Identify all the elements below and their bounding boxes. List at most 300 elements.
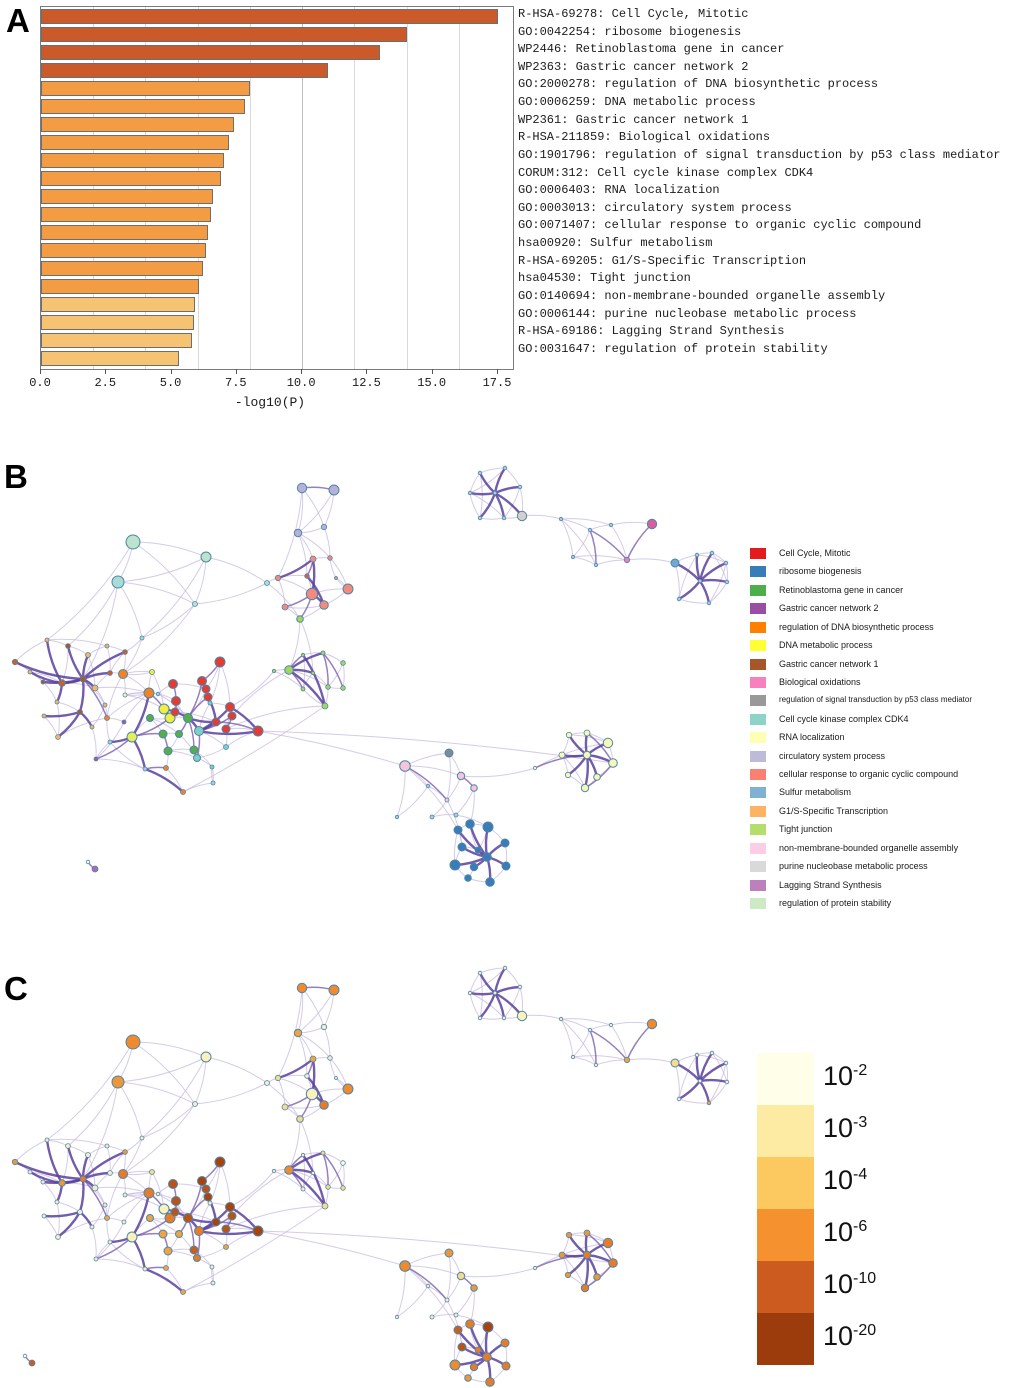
network-edge (397, 1266, 405, 1317)
network-node (169, 1180, 178, 1189)
network-edge (298, 488, 303, 533)
network-node (501, 1339, 509, 1347)
network-node (502, 516, 506, 520)
network-node (78, 1210, 83, 1215)
network-edge (480, 1018, 504, 1019)
legend-label: circulatory system process (779, 750, 886, 761)
network-edge (709, 1063, 726, 1103)
network-node (450, 860, 460, 870)
legend-label: G1/S-Specific Transcription (779, 805, 889, 816)
network-node (159, 704, 169, 714)
network-edge (118, 1057, 206, 1082)
network-node (517, 1011, 526, 1020)
network-node (123, 693, 127, 697)
network-edge (43, 682, 57, 702)
network-node (426, 1284, 430, 1288)
network-node (127, 1232, 137, 1242)
network-edge (145, 767, 166, 769)
legend-swatch (750, 861, 766, 872)
network-node (59, 1180, 66, 1187)
network-node (466, 1320, 475, 1329)
network-edge (303, 655, 325, 706)
network-edge (611, 1022, 652, 1025)
network-node (156, 1192, 160, 1196)
network-node (190, 1246, 198, 1254)
network-edge (47, 639, 107, 646)
network-edge (596, 1060, 627, 1065)
network-edge (133, 542, 195, 604)
colorbar-block (757, 1053, 814, 1105)
network-edge (302, 488, 324, 527)
network-edge (258, 1231, 613, 1263)
network-node (400, 761, 411, 772)
network-node (311, 1171, 314, 1174)
network-node (677, 1097, 681, 1101)
network-node (395, 1315, 398, 1318)
term-label: GO:0006403: RNA localization (518, 183, 720, 198)
network-edge (107, 1146, 125, 1152)
tick-label: 12.5 (352, 376, 381, 390)
network-node (310, 556, 316, 562)
tick-label: 10.0 (286, 376, 316, 390)
network-node (228, 1212, 236, 1220)
network-node (272, 1169, 275, 1172)
network-edge (447, 1253, 450, 1300)
network-node (297, 983, 306, 992)
network-edge (470, 493, 495, 494)
network-node (172, 697, 181, 706)
network-edge (596, 560, 627, 565)
network-node (301, 1153, 304, 1156)
network-node (202, 1185, 210, 1193)
network-edge (47, 1140, 68, 1146)
network-edge (57, 1202, 59, 1237)
network-node (171, 1208, 179, 1216)
network-node (445, 749, 453, 757)
legend-label: cellular response to organic cyclic compound (779, 769, 959, 780)
network-node (42, 714, 46, 718)
tick-label: 2.5 (94, 376, 117, 390)
network-node (164, 1266, 169, 1271)
network-edge (470, 493, 480, 518)
colorbar-block (757, 1209, 814, 1261)
network-node (609, 523, 612, 526)
network-node (320, 601, 329, 610)
network-node (215, 1157, 225, 1167)
network-node (400, 1261, 411, 1272)
network-node (208, 701, 212, 705)
network-node (105, 1144, 109, 1148)
network-node (471, 785, 478, 792)
network-edge (206, 1057, 267, 1083)
term-label: R-HSA-211859: Biological oxidations (518, 130, 771, 145)
legend-label: regulation of protein stability (779, 897, 892, 908)
network-edge (397, 766, 405, 817)
network-edge (627, 559, 675, 563)
network-node (181, 1290, 186, 1295)
network-node (559, 517, 562, 520)
network-node (341, 1161, 346, 1166)
network-node (275, 575, 280, 580)
network-node (122, 1220, 126, 1224)
network-node (486, 1378, 495, 1387)
network-node (181, 790, 186, 795)
network-node (201, 552, 211, 562)
network-edge (110, 1242, 145, 1269)
network-node (228, 712, 236, 720)
network-node (164, 1247, 172, 1255)
network-edge (470, 993, 504, 1018)
network-node (457, 1272, 464, 1279)
network-node (671, 1059, 679, 1067)
network-edge (123, 1104, 195, 1174)
network-node (468, 491, 472, 495)
legend-swatch (750, 640, 766, 651)
network-node (105, 1216, 110, 1221)
network-node (176, 731, 183, 738)
network-edge (679, 581, 700, 599)
network-node (86, 860, 90, 864)
network-node (588, 528, 591, 531)
network-node (108, 671, 113, 676)
network-node (341, 686, 346, 691)
network-node (222, 1225, 230, 1233)
network-node (326, 685, 331, 690)
network-edge (302, 988, 324, 1027)
colorbar-label: $10^{-3}$ (823, 1113, 868, 1143)
legend-label: Biological oxidations (779, 676, 861, 687)
network-node (566, 732, 571, 737)
legend-label: Cell Cycle, Mitotic (779, 548, 851, 558)
network-node (55, 700, 59, 704)
network-node (126, 1035, 140, 1049)
network-node (609, 1259, 618, 1268)
legend-label: Tight junction (779, 824, 833, 835)
network-node (647, 519, 656, 528)
network-node (215, 657, 225, 667)
network-node (483, 853, 492, 862)
network-edge (44, 712, 80, 716)
network-node (285, 666, 294, 675)
network-node (275, 1075, 280, 1080)
network-edge (480, 518, 504, 519)
network-edge (195, 1057, 206, 1104)
network-edge (522, 515, 561, 519)
network-node (272, 669, 275, 672)
network-edge (456, 1288, 474, 1315)
network-edge (43, 1182, 57, 1202)
network-node (210, 1265, 214, 1269)
network-node (105, 644, 109, 648)
network-node (724, 1061, 728, 1065)
network-node (559, 1252, 565, 1258)
network-node (164, 766, 169, 771)
network-node (164, 747, 172, 755)
colorbar-label: $10^{-20}$ (823, 1321, 877, 1351)
network-edge (428, 786, 447, 800)
network-node (119, 670, 128, 679)
network-node (458, 843, 466, 851)
network-edge (44, 716, 58, 737)
colorbar-label: $10^{-6}$ (823, 1217, 868, 1247)
network-node (253, 1226, 263, 1236)
network-edge (675, 1063, 679, 1099)
network-node (321, 524, 326, 529)
network-node (41, 1180, 45, 1184)
network-edge (627, 1024, 652, 1060)
network-edge (15, 1140, 47, 1162)
network-node (471, 1285, 478, 1292)
network-node (483, 822, 493, 832)
network-node (565, 1272, 570, 1277)
term-label: CORUM:312: Cell cycle kinase complex CDK4 (518, 165, 814, 180)
network-node (609, 1023, 612, 1026)
network-node (609, 759, 618, 768)
network-node (559, 1017, 562, 1020)
legend-swatch (750, 548, 766, 559)
network-edge (343, 1163, 344, 1188)
network-node (470, 863, 477, 870)
network-edge (461, 1268, 535, 1277)
network-edge (107, 646, 125, 652)
network-node (305, 1074, 310, 1079)
term-label: GO:1901796: regulation of signal transduction by p53 class mediator (518, 147, 1001, 162)
term-label: hsa04530: Tight junction (518, 271, 691, 286)
network-edge (107, 1218, 110, 1242)
network-node (127, 732, 137, 742)
network-edge (142, 1104, 195, 1138)
network-edge (47, 1042, 133, 1140)
network-node (517, 511, 526, 520)
network-node (478, 1016, 482, 1020)
network-edge (405, 753, 449, 766)
network-node (584, 1230, 590, 1236)
network-node (695, 1053, 699, 1057)
colorbar-block (757, 1157, 814, 1209)
network-edge (611, 1025, 627, 1060)
network-node (176, 1231, 183, 1238)
network-node (285, 1166, 294, 1175)
network-node (144, 688, 154, 698)
network-node (147, 1215, 154, 1222)
network-node (112, 1076, 124, 1088)
network-edge (300, 1119, 313, 1173)
network-node (301, 687, 305, 691)
network-node (677, 597, 681, 601)
network-node (588, 1028, 591, 1031)
network-edge (405, 1253, 449, 1266)
network-node (122, 720, 126, 724)
network-edge (505, 468, 520, 487)
network-node (566, 1232, 571, 1237)
legend-swatch (750, 824, 766, 835)
network-edge (230, 1171, 274, 1207)
network-node (343, 584, 353, 594)
network-node (45, 1138, 49, 1142)
term-label: hsa00920: Sulfur metabolism (518, 236, 713, 251)
network-node (341, 1186, 346, 1191)
network-edge (298, 990, 334, 1033)
colorbar-block (757, 1261, 814, 1313)
network-node (222, 725, 230, 733)
network-node (190, 746, 198, 754)
network-edge (627, 1059, 675, 1063)
network-node (123, 1193, 127, 1197)
network-node (454, 1313, 458, 1317)
network-node (301, 653, 304, 656)
network-node (144, 1188, 154, 1198)
network-node (445, 1249, 453, 1257)
network-node (169, 680, 178, 689)
network-edge (709, 563, 726, 603)
network-node (56, 1235, 61, 1240)
network-node (119, 1170, 128, 1179)
term-label: GO:0031647: regulation of protein stability (518, 341, 828, 356)
network-node (322, 703, 328, 709)
network-edge (700, 1081, 709, 1103)
network-node (341, 661, 346, 666)
network-edge (197, 1247, 226, 1258)
network-node (56, 735, 61, 740)
network-edge (123, 638, 142, 674)
network-edge (627, 524, 652, 560)
network-node (322, 1203, 328, 1209)
network-edge (300, 619, 313, 673)
network-edge (183, 1206, 325, 1292)
network-edge (573, 1056, 627, 1060)
network-node (23, 1354, 27, 1358)
network-node (533, 1266, 536, 1269)
network-edge (118, 557, 206, 582)
network-edge (47, 1139, 107, 1146)
network-node (478, 971, 482, 975)
tick-label: 17.5 (482, 376, 512, 390)
network-node (208, 1201, 212, 1205)
network-edge (142, 557, 206, 638)
network-edge (47, 542, 133, 640)
term-label: WP2363: Gastric cancer network 2 (518, 59, 749, 74)
network-node (457, 772, 464, 779)
network-node (445, 798, 449, 802)
network-node (335, 1077, 338, 1080)
network-node (671, 559, 679, 567)
network-node (112, 576, 124, 588)
legend-swatch (750, 880, 766, 891)
network-edge (96, 759, 145, 769)
network-node (326, 1185, 331, 1190)
network-node (171, 708, 179, 716)
network-node (335, 577, 338, 580)
network-node (478, 516, 482, 520)
term-label: R-HSA-69205: G1/S-Specific Transcription (518, 253, 807, 268)
term-label: R-HSA-69278: Cell Cycle, Mitotic (518, 7, 749, 21)
network-node (28, 1170, 32, 1174)
network-node (45, 638, 49, 642)
network-node (78, 710, 83, 715)
network-node (195, 727, 204, 736)
network-node (212, 1218, 220, 1226)
colorbar-label: $10^{-2}$ (823, 1061, 868, 1091)
network-edge (585, 1255, 588, 1288)
network-node (320, 1101, 329, 1110)
network-edge (298, 490, 334, 533)
legend-swatch (750, 806, 766, 817)
network-node (725, 1080, 729, 1084)
network-node (224, 1245, 229, 1250)
network-edge (195, 1083, 267, 1104)
network-node (226, 703, 235, 712)
network-node (483, 1353, 492, 1362)
network-node (172, 1197, 181, 1206)
network-node (430, 815, 434, 819)
network-node (624, 1057, 629, 1062)
term-label: GO:0071407: cellular response to organic cyclic compound (518, 218, 922, 233)
network-edge (133, 1042, 195, 1104)
network-node (321, 1151, 325, 1155)
network-node (503, 966, 507, 970)
network-node (571, 1055, 574, 1058)
network-edge (590, 1025, 611, 1030)
network-edge (324, 990, 334, 1027)
colorbar-label: $10^{-4}$ (823, 1165, 868, 1195)
network-node (226, 1203, 235, 1212)
network-edge (145, 1269, 183, 1292)
network-node (493, 991, 497, 995)
network-edge (611, 525, 627, 560)
network-node (321, 1024, 326, 1029)
network-node (329, 985, 339, 995)
legend-swatch (750, 622, 766, 633)
network-node (583, 751, 590, 758)
network-node (194, 755, 201, 762)
network-node (695, 553, 699, 557)
network-node (94, 1257, 98, 1261)
network-node (311, 671, 314, 674)
network-node (343, 1084, 353, 1094)
colorbar-block (757, 1105, 814, 1157)
term-label: R-HSA-69186: Lagging Strand Synthesis (518, 324, 785, 339)
network-node (159, 730, 167, 738)
network-edge (110, 742, 145, 769)
network-node (198, 1177, 207, 1186)
legend-swatch (750, 677, 766, 688)
panel-c-label: C (4, 970, 28, 1007)
legend-label: regulation of signal transduction by p53 class mediator (779, 695, 972, 705)
network-node (493, 491, 497, 495)
legend-swatch (750, 659, 766, 670)
network-edge (118, 582, 142, 638)
legend-swatch (750, 732, 766, 743)
network-node (454, 1326, 462, 1334)
network-node (282, 604, 288, 610)
network-node (328, 1056, 333, 1061)
network-node (193, 1102, 198, 1107)
panel-a-label: A (6, 2, 30, 39)
network-node (150, 1170, 155, 1175)
network-node (265, 581, 270, 586)
network-node (294, 529, 301, 536)
network-edge (470, 973, 480, 993)
legend-label: non-membrane-bounded organelle assembly (779, 842, 959, 853)
network-node (159, 1230, 167, 1238)
legend-label: Retinoblastoma gene in cancer (779, 584, 904, 595)
tick-label: 7.5 (225, 376, 247, 390)
network-node (294, 1029, 301, 1036)
network-edge (447, 753, 450, 800)
network-edge (232, 670, 289, 716)
network-node (212, 718, 220, 726)
legend-swatch (750, 787, 766, 798)
